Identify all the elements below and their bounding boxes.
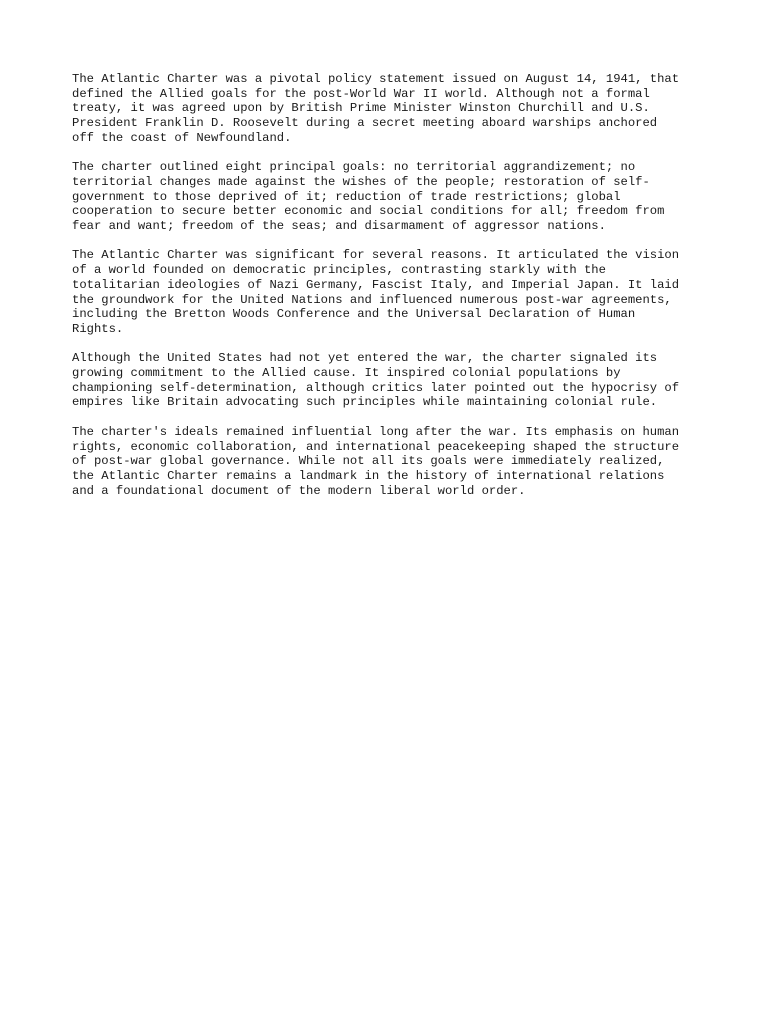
paragraph-intro: The Atlantic Charter was a pivotal policy statement issued on August 14, 1941, that defined the Allied goals for the post-World War II world. Although not a formal treaty, it was agreed upon by British Prime Minister Winston Churchill and U.S. President Franklin D. Roosevelt during a secret meeting aboard warships anchored off the coast of Newfoundland. — [72, 72, 680, 145]
paragraph-significance: The Atlantic Charter was significant for several reasons. It articulated the vision of a world founded on democratic principles, contrasting starkly with the totalitarian ideologies of Nazi Germany, Fascist Italy, and Imperial Japan. It laid the groundwork for the United Nations and influenced numerous post-war agreements, including the Bretton Woods Conference and the Universal Declaration of Human Rights. — [72, 248, 680, 336]
paragraph-goals: The charter outlined eight principal goals: no territorial aggrandizement; no territorial changes made against the wishes of the people; restoration of self- government to those deprived of it; reduction of trade restrictions; global cooperation to secure better economic and social conditions for all; freedom from fear and want; freedom of the seas; and disarmament of aggressor nations. — [72, 160, 665, 234]
document-page — [72, 72, 700, 513]
paragraph-us-role: Although the United States had not yet entered the war, the charter signaled its growing commitment to the Allied cause. It inspired colonial populations by championing self-determination, although critics later pointed out the hypocrisy of empires like Britain advocating such principles while maintaining colonial rule. — [72, 351, 680, 410]
paragraph-legacy: The charter's ideals remained influential long after the war. Its emphasis on human rights, economic collaboration, and international peacekeeping shaped the structure of post-war global governance. While not all its goals were immediately realized, the Atlantic Charter remains a landmark in the history of international relations and a foundational document of the modern liberal world order. — [72, 424, 680, 498]
